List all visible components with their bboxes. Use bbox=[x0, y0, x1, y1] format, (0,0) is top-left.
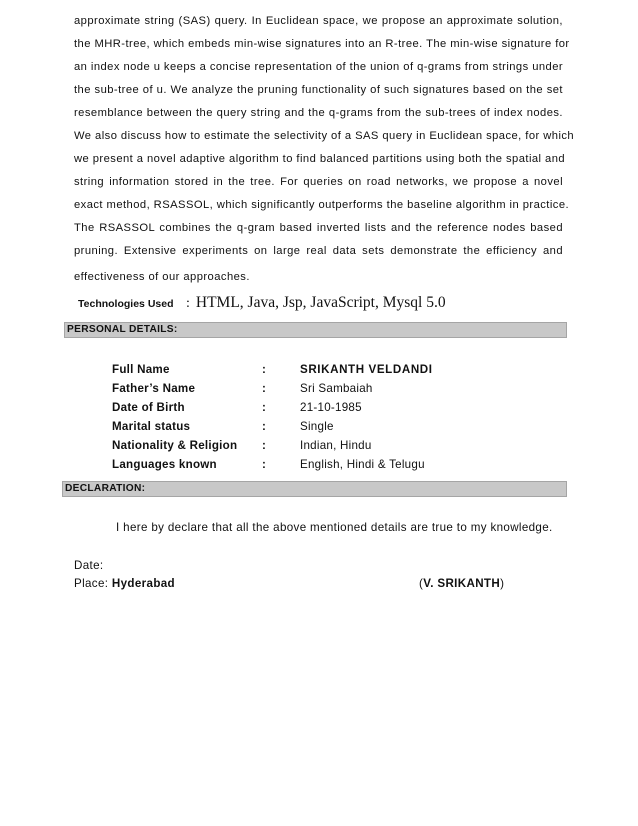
detail-colon: : bbox=[262, 401, 267, 414]
technologies-label: Technologies Used bbox=[78, 298, 174, 310]
abstract-line: resemblance between the query string and the q-grams from the sub-trees of index nodes. bbox=[74, 107, 563, 119]
detail-value: Indian, Hindu bbox=[300, 439, 372, 452]
abstract-line: effectiveness of our approaches. bbox=[74, 271, 250, 283]
signature-name: V. SRIKANTH bbox=[423, 577, 501, 590]
signature-open-paren: ( bbox=[419, 577, 424, 590]
place-line bbox=[74, 576, 175, 592]
detail-row-full-name bbox=[112, 361, 552, 379]
abstract-line: an index node u keeps a concise representation of the union of q-grams from strings under bbox=[74, 61, 564, 73]
abstract-line: The RSASSOL combines the q-gram based inverted lists and the reference nodes based bbox=[74, 222, 563, 234]
signature-close-paren: ) bbox=[500, 577, 505, 590]
technologies-value: HTML, Java, Jsp, JavaScript, Mysql 5.0 bbox=[195, 294, 446, 311]
detail-row-marital-status bbox=[112, 418, 552, 436]
abstract-line: pruning. Extensive experiments on large real data sets demonstrate the efficiency and bbox=[74, 245, 563, 257]
detail-row-languages bbox=[112, 456, 552, 474]
detail-key: Full Name bbox=[112, 363, 170, 376]
personal-details-heading: PERSONAL DETAILS: bbox=[64, 322, 567, 338]
detail-value: Sri Sambaiah bbox=[300, 382, 373, 395]
detail-value: English, Hindi & Telugu bbox=[300, 458, 425, 471]
abstract-line: string information stored in the tree. For queries on road networks, we propose a novel bbox=[74, 176, 563, 188]
abstract-line: approximate string (SAS) query. In Euclidean space, we propose an approximate solution, bbox=[74, 15, 563, 27]
detail-key: Languages known bbox=[112, 458, 217, 471]
detail-row-date-of-birth bbox=[112, 399, 552, 417]
abstract-line: exact method, RSASSOL, which significantly outperforms the baseline algorithm in practice. bbox=[74, 199, 570, 211]
detail-colon: : bbox=[262, 363, 267, 376]
detail-colon: : bbox=[262, 458, 267, 471]
detail-value: SRIKANTH VELDANDI bbox=[300, 363, 433, 376]
abstract-line: we present a novel adaptive algorithm to find balanced partitions using both the spatial and bbox=[74, 153, 566, 165]
place-value: Hyderabad bbox=[111, 577, 175, 590]
detail-key: Date of Birth bbox=[112, 401, 185, 414]
detail-row-nationality bbox=[112, 437, 552, 455]
detail-colon: : bbox=[262, 420, 267, 433]
declaration-text: I here by declare that all the above mentioned details are true to my knowledge. bbox=[116, 521, 553, 534]
detail-colon: : bbox=[262, 439, 267, 452]
abstract-line: We also discuss how to estimate the selectivity of a SAS query in Euclidean space, for which bbox=[74, 130, 575, 142]
detail-key: Marital status bbox=[112, 420, 191, 433]
detail-colon: : bbox=[262, 382, 267, 395]
signature bbox=[419, 576, 504, 592]
place-label: Place: bbox=[74, 577, 109, 590]
detail-value: Single bbox=[300, 420, 334, 433]
technologies-colon: : bbox=[186, 296, 190, 311]
detail-key: Father’s Name bbox=[112, 382, 196, 395]
technologies-used bbox=[78, 294, 446, 312]
detail-row-fathers-name bbox=[112, 380, 552, 398]
abstract-line: the MHR-tree, which embeds min-wise signatures into an R-tree. The min-wise signature for bbox=[74, 38, 570, 50]
abstract-line: the sub-tree of u. We analyze the pruning functionality of such signatures based on the set bbox=[74, 84, 563, 96]
detail-key: Nationality & Religion bbox=[112, 439, 238, 452]
date-label: Date: bbox=[74, 559, 104, 572]
declaration-heading: DECLARATION: bbox=[62, 481, 567, 497]
detail-value: 21-10-1985 bbox=[300, 401, 362, 414]
